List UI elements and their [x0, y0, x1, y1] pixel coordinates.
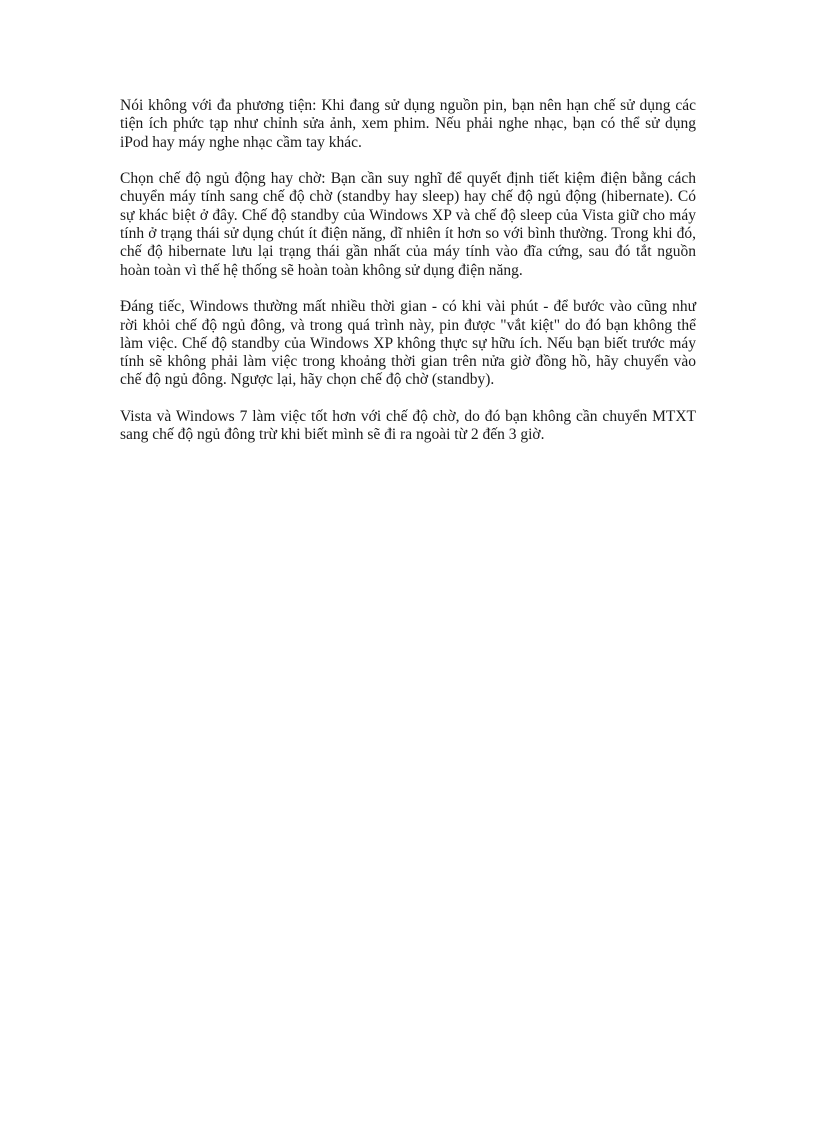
- paragraph-multimedia: Nói không với đa phương tiện: Khi đang sử dụng nguồn pin, bạn nên hạn chế sử dụng các tiện ích phức tạp như chỉnh sửa ảnh, xem phim. Nếu phải nghe nhạc, bạn có thể sử dụng iPod hay máy nghe nhạc cầm tay khác.: [120, 97, 696, 151]
- paragraph-vista-windows7: Vista và Windows 7 làm việc tốt hơn với chế độ chờ, do đó bạn không cần chuyển MTXT sang chế độ ngủ đông trừ khi biết mình sẽ đi ra ngoài từ 2 đến 3 giờ.: [120, 408, 696, 444]
- paragraph-hibernate-drawback: Đáng tiếc, Windows thường mất nhiều thời gian - có khi vài phút - để bước vào cũng như rời khỏi chế độ ngủ đông, và trong quá trình này, pin được "vắt kiệt" do đó bạn không thể làm việc. Chế độ standby của Windows XP không thực sự hữu ích. Nếu bạn biết trước máy tính sẽ không phải làm việc trong khoảng thời gian trên nửa giờ đồng hồ, hãy chuyển vào chế độ ngủ đông. Ngược lại, hãy chọn chế độ chờ (standby).: [120, 298, 696, 389]
- paragraph-sleep-or-hibernate: Chọn chế độ ngủ động hay chờ: Bạn cần suy nghĩ để quyết định tiết kiệm điện bằng cách chuyển máy tính sang chế độ chờ (standby hay sleep) hay chế độ ngủ động (hibernate). Có sự khác biệt ở đây. Chế độ standby của Windows XP và chế độ sleep của Vista giữ cho máy tính ở trạng thái sử dụng chút ít điện năng, dĩ nhiên ít hơn so với bình thường. Trong khi đó, chế độ hibernate lưu lại trạng thái gần nhất của máy tính vào đĩa cứng, sau đó tắt nguồn hoàn toàn vì thế hệ thống sẽ hoàn toàn không sử dụng điện năng.: [120, 170, 696, 279]
- document-body: [120, 97, 696, 463]
